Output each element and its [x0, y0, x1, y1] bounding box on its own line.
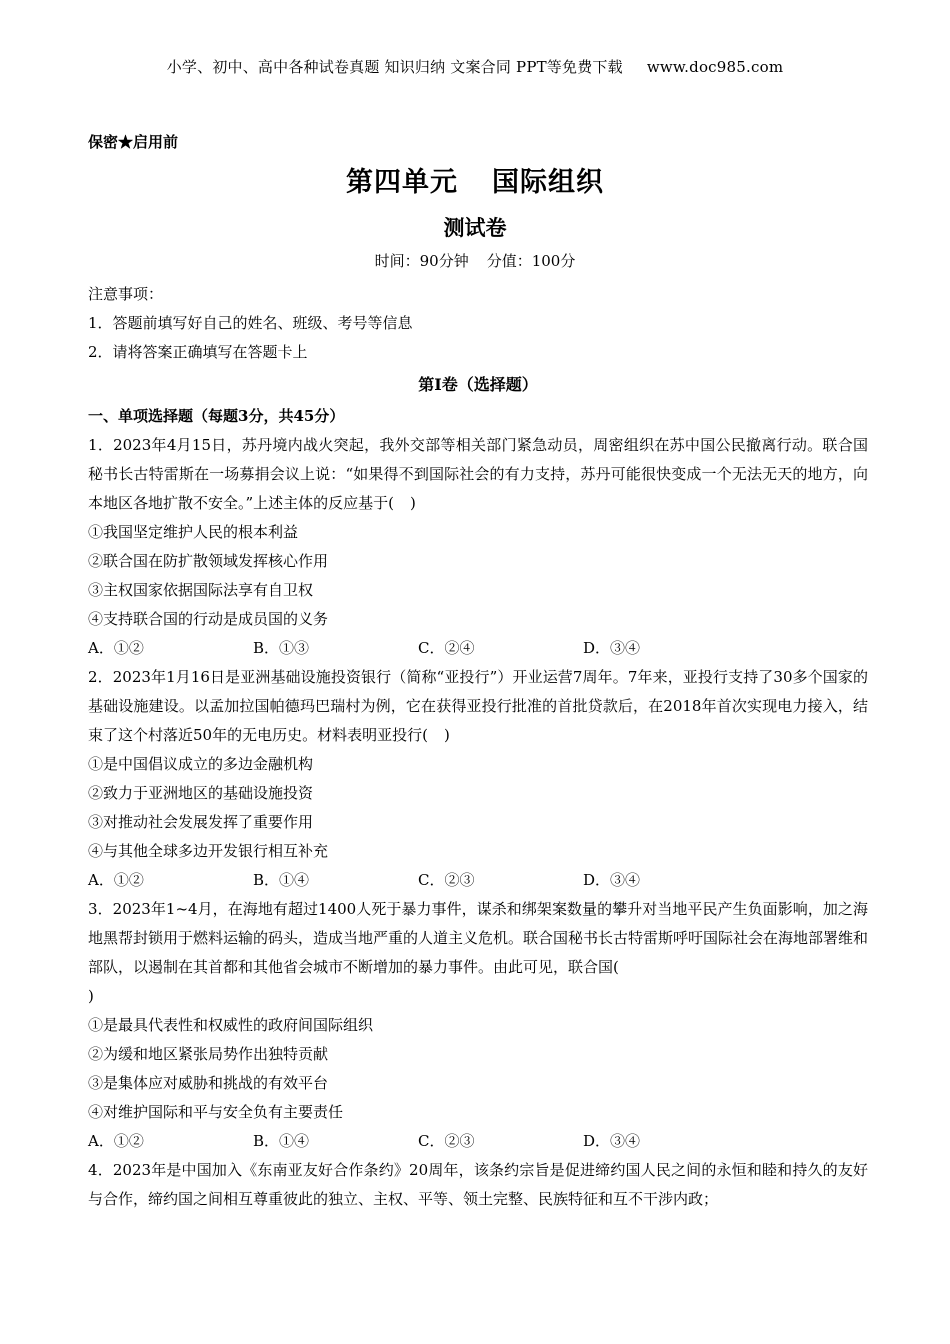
title-unit: 第四单元: [346, 167, 458, 198]
answer-options: [88, 866, 868, 895]
option-a[interactable]: A．①②: [88, 639, 144, 657]
header-url[interactable]: www.doc985.com: [646, 58, 784, 76]
option-c[interactable]: C．②④: [418, 639, 475, 657]
question-item: ③主权国家依据国际法享有自卫权: [88, 581, 314, 599]
question-stem: 2．2023年1月16日是亚洲基础设施投资银行（简称“亚投行”）开业运营7周年。7年来，亚投行支持了30多个国家的基础设施建设。以孟加拉国帕德玛巴瑞村为例，它在获得亚投行批准的首批贷款后，在2018年首次实现电力接入，结束了这个村落近50年的无电历史。材料表明亚投行( ): [88, 668, 868, 744]
exam-score: 分值：100分: [486, 252, 576, 270]
notice-item: 2．请将答案正确填写在答题卡上: [88, 343, 308, 361]
page-title: [0, 160, 950, 199]
notice-heading: 注意事项：: [88, 285, 164, 303]
question-item: ②联合国在防扩散领域发挥核心作用: [88, 552, 329, 570]
option-d[interactable]: D．③④: [583, 639, 641, 657]
question-item: ④对维护国际和平与安全负有主要责任: [88, 1103, 344, 1121]
question-stem: 4．2023年是中国加入《东南亚友好合作条约》20周年，该条约宗旨是促进缔约国人民之间的永恒和睦和持久的友好与合作，缔约国之间相互尊重彼此的独立、主权、平等、领土完整、民族特征和互不干涉内政；: [88, 1161, 868, 1208]
option-b[interactable]: B．①③: [253, 639, 310, 657]
title-topic: 国际组织: [492, 167, 604, 198]
option-d[interactable]: D．③④: [583, 1132, 641, 1150]
option-b[interactable]: B．①④: [253, 871, 310, 889]
option-a[interactable]: A．①②: [88, 871, 144, 889]
option-a[interactable]: A．①②: [88, 1132, 144, 1150]
question-item: ①我国坚定维护人民的根本利益: [88, 523, 299, 541]
question-item: ④与其他全球多边开发银行相互补充: [88, 842, 329, 860]
question-item: ③对推动社会发展发挥了重要作用: [88, 813, 314, 831]
question-stem: 1．2023年4月15日，苏丹境内战火突起，我外交部等相关部门紧急动员，周密组织在苏中国公民撤离行动。联合国秘书长古特雷斯在一场募捐会议上说：“如果得不到国际社会的有力支持，苏丹可能很快变成一个无法无天的地方，向本地区各地扩散不安全。”上述主体的反应基于( ): [88, 436, 868, 512]
question-item: ①是最具代表性和权威性的政府间国际组织: [88, 1016, 374, 1034]
document-body: [88, 280, 868, 1214]
answer-options: [88, 634, 868, 663]
option-b[interactable]: B．①④: [253, 1132, 310, 1150]
option-c[interactable]: C．②③: [418, 871, 475, 889]
exam-meta: [0, 250, 950, 271]
answer-options: [88, 1127, 868, 1156]
notice-item: 1．答题前填写好自己的姓名、班级、考号等信息: [88, 314, 413, 332]
page-header: [0, 56, 950, 77]
option-c[interactable]: C．②③: [418, 1132, 475, 1150]
question-item: ②致力于亚洲地区的基础设施投资: [88, 784, 314, 802]
part-heading: 一、单项选择题（每题3分，共45分）: [88, 407, 345, 425]
question-item: ③是集体应对威胁和挑战的有效平台: [88, 1074, 329, 1092]
question-item: ①是中国倡议成立的多边金融机构: [88, 755, 314, 773]
page-subtitle: 测试卷: [443, 215, 507, 240]
option-d[interactable]: D．③④: [583, 871, 641, 889]
exam-time: 时间：90分钟: [374, 252, 469, 270]
confidential-label: 保密★启用前: [88, 133, 179, 151]
section-title: 第I卷（选择题）: [418, 375, 538, 394]
header-text: 小学、初中、高中各种试卷真题 知识归纳 文案合同 PPT等免费下载: [166, 58, 623, 76]
question-stem: 3．2023年1~4月，在海地有超过1400人死于暴力事件，谋杀和绑架案数量的攀升对当地平民产生负面影响，加之海地黑帮封锁用于燃料运输的码头，造成当地严重的人道主义危机。联合国秘书长古特雷斯呼吁国际社会在海地部署维和部队，以遏制在其首都和其他省会城市不断增加的暴力事件。由此可见，联合国( ): [88, 900, 869, 1005]
question-item: ④支持联合国的行动是成员国的义务: [88, 610, 329, 628]
question-item: ②为缓和地区紧张局势作出独特贡献: [88, 1045, 329, 1063]
